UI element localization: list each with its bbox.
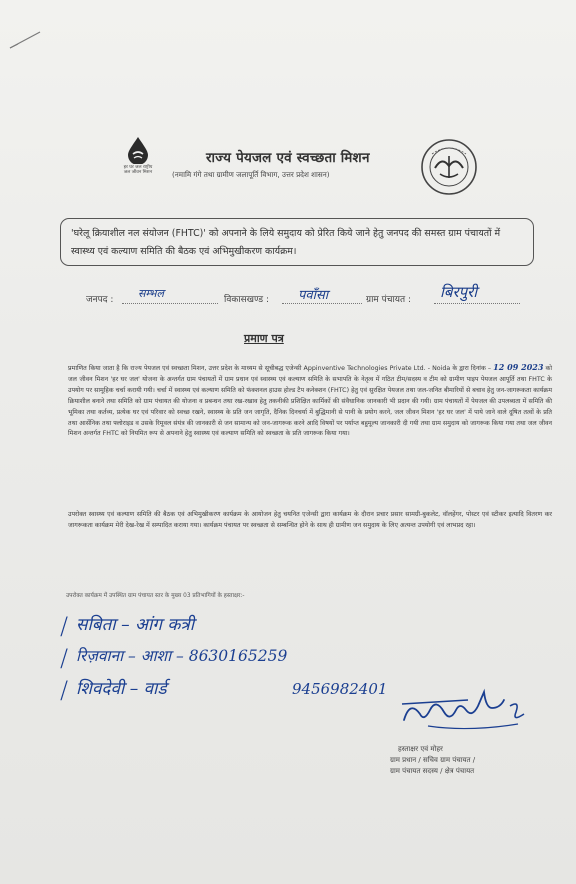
footer-line-3: ग्राम पंचायत सदस्य / क्षेत्र पंचायत bbox=[390, 767, 475, 775]
panchayat-label: ग्राम पंचायत : bbox=[366, 295, 412, 305]
pen-mark-icon bbox=[8, 30, 42, 50]
attendee-2: रिज़वाना – आशा – 8630165259 bbox=[76, 647, 288, 665]
mission-title: राज्य पेयजल एवं स्वच्छता मिशन bbox=[206, 150, 370, 166]
footer-line-1: हस्ताक्षर एवं मोहर bbox=[398, 745, 443, 753]
signature-footer bbox=[390, 744, 530, 777]
certificate-paragraph-1 bbox=[68, 362, 552, 440]
up-government-seal-icon bbox=[420, 138, 478, 196]
programme-banner: 'घरेलू क्रियाशील नल संयोजन (FHTC)' को अपनाने के लिये समुदाय को प्रेरित किये जाने हेतु जनपद की समस्त ग्राम पंचायतों में स्वास्थ्य एवं कल्याण समिति की बैठक एवं अभिमुखीकरण कार्यक्रम। bbox=[60, 218, 534, 266]
district-underline bbox=[122, 303, 218, 304]
district-value: सम्भल bbox=[138, 287, 164, 300]
para1-before-date: प्रमाणित किया जाता है कि राज्य पेयजल एवं स्वच्छता मिशन, उत्तर प्रदेश के माध्यम से सूचीबद्ध एजेन्सी Appinventive Technologies Private Ltd. - Noida के द्वारा दिनांक – bbox=[68, 365, 492, 372]
para1-after-date: को जल जीवन मिशन 'हर घर जल' योजना के अन्तर्गत ग्राम पंचायतों में ग्राम प्रधान एवं स्वास्थ्य एवं कल्याण समिति के सभापति के नेतृत्व में गठित टीम/सदस्य व टीम को ग्रामीण पाइप पेयजल आपूर्ति तथा FHTC के उपयोग पर सामूहिक चर्चा करायी गयी। चर्चा में स्वास्थ्य एवं कल्याण समिति को फंक्शनल हाउस होल्ड टैप कनेक्शन (FHTC) हेतु एवं सुरक्षित पेयजल तथा जल-जनित बीमारियों से बचाव हेतु जन-जागरूकता कार्यक्रम क्रियाशील बनाने तथा समिति को ग्राम पंचायत की योजना व प्रबन्धन तथा रख-रखाव हेतु तकनीकी प्रशिक्षित कार्मिकों की संवैधानिक जानकारी भी प्रदान की गयी। ग्राम पंचायतों में पेयजल की उपलब्धता में समिति की भूमिका तथा कर्तव्य, प्रत्येक घर एवं परिवार को स्वच्छ रखने, स्वास्थ्य के प्रति जन जागृति, दैनिक दिनचर्या में बुद्धिमानी से पानी के प्रयोग करने, जल जीवन मिशन 'हर घर जल' में पाये जाने वाले दूषित तत्वों के प्रति तथा आर्सेनिक तथा फ्लोराइड व उसके रिमूवल संयंत्र की जानकारी से जन सामान्य को जन-जागरूक करने आदि विषयों पर पर्याप्त बहुमूल्य जानकारी दी गयी तथा ग्राम समुदाय को जागरूक किया गया तथा जल जीवन मिशन अन्तर्गत FHTC को नियमित रूप से अपनाने हेतु स्वास्थ्य एवं कल्याण समिति को स्वच्छता के प्रति जागरूक किया गया। bbox=[68, 365, 552, 438]
attendee-3: शिवदेवी – वार्ड bbox=[76, 679, 167, 699]
footer-line-2: ग्राम प्रधान / सचिव ग्राम पंचायत / bbox=[390, 756, 476, 764]
panchayat-underline bbox=[434, 303, 520, 304]
address-row bbox=[0, 283, 576, 309]
logo-caption: हर घर जल राष्ट्रीय जल जीवन मिशन bbox=[123, 165, 153, 175]
attendee-1: सबिता – आंग कत्री bbox=[76, 615, 195, 635]
certificate-title: प्रमाण पत्र bbox=[244, 332, 284, 345]
list-bracket-1: / bbox=[60, 612, 69, 640]
list-bracket-2: / bbox=[60, 644, 69, 672]
handwritten-signature bbox=[398, 686, 548, 734]
water-drop-logo-icon bbox=[126, 136, 150, 164]
block-label: विकासखण्ड : bbox=[224, 295, 270, 305]
district-label: जनपद : bbox=[86, 295, 114, 305]
certificate-paragraph-2: उपरोक्त स्वास्थ्य एवं कल्याण समिति की बैठक एवं अभिमुखीकरण कार्यक्रम के आयोजन हेतु चयनित एजेन्सी द्वारा कार्यक्रम के दौरान प्रचार प्रसार सामग्री-बुकलेट, वॉलहेंगर, पोस्टर एवं स्टीकर इत्यादि वितरण कर जागरूकता कार्यक्रम मेरी देख-रेख में सम्पादित कराया गया। कार्यक्रम पंचायत पर स्वच्छता से सम्बन्धित होने के साथ ही ग्रामीण जन समुदाय के लिए अत्यन्त उपयोगी एवं लाभप्रद रहा। bbox=[68, 511, 552, 529]
block-value: पवाँसा bbox=[298, 288, 329, 303]
attendee-3-phone: 9456982401 bbox=[292, 680, 388, 698]
block-underline bbox=[282, 303, 362, 304]
har-ghar-jal-logo bbox=[120, 136, 156, 188]
list-bracket-3: / bbox=[60, 676, 69, 704]
participants-intro: उपरोक्त कार्यक्रम में उपस्थित ग्राम पंचायत स्तर के मुख्य 03 प्रतिभागियों के हस्ताक्षर:- bbox=[66, 593, 245, 599]
panchayat-value: बिरपुरी bbox=[440, 283, 478, 301]
mission-subtitle: (नमामि गंगे तथा ग्रामीण जलापूर्ति विभाग, उत्तर प्रदेश शासन) bbox=[172, 170, 330, 179]
event-date: 12 09 2023 bbox=[493, 362, 544, 372]
